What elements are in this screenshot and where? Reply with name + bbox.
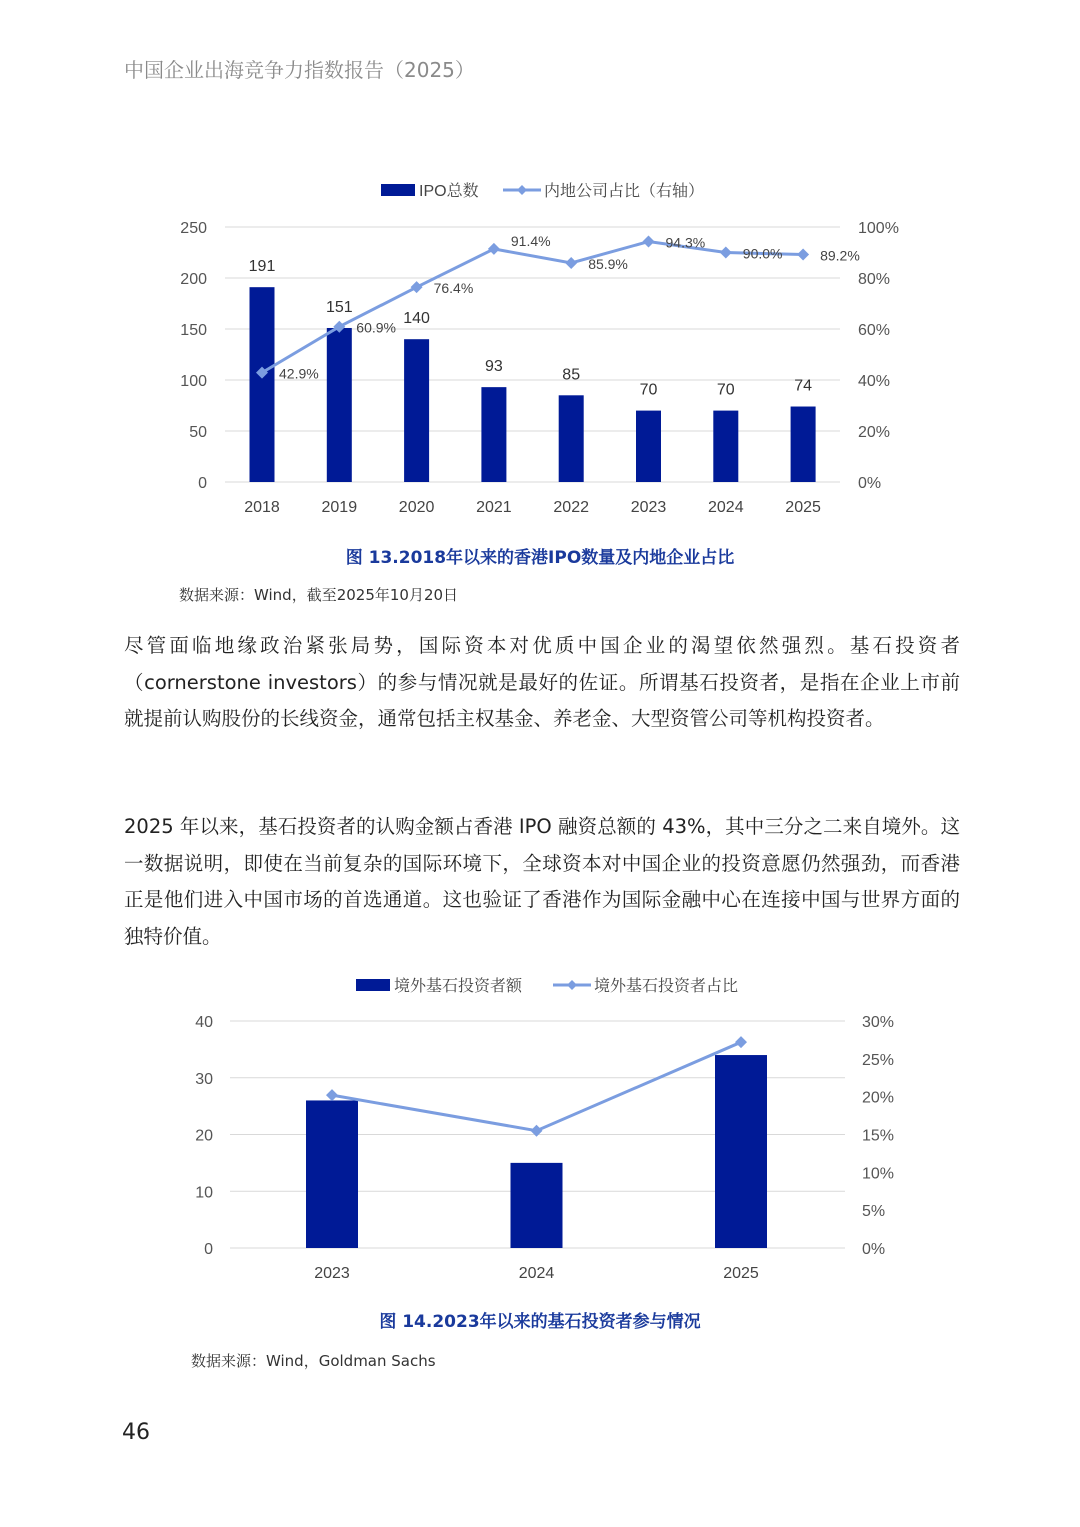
line-marker <box>720 247 732 259</box>
bar <box>250 287 275 482</box>
legend-bar-label: IPO总数 <box>419 183 479 200</box>
bar <box>327 328 352 482</box>
y2-tick-label: 80% <box>858 271 891 288</box>
y2-tick-label: 5% <box>862 1203 886 1221</box>
line-marker <box>488 243 500 255</box>
y-tick-label: 20 <box>195 1127 213 1145</box>
bar-label: 70 <box>639 381 658 399</box>
line-marker <box>326 1089 338 1101</box>
x-tick-label: 2023 <box>630 499 667 516</box>
chart-hk-ipo <box>0 0 1080 540</box>
y2-tick-label: 20% <box>858 424 891 441</box>
legend-line-marker <box>517 185 527 195</box>
line-label: 85.9% <box>588 255 628 272</box>
legend-line-label: 内地公司占比（右轴） <box>544 183 705 200</box>
bar <box>715 1055 767 1248</box>
line-series <box>332 1042 741 1131</box>
line-marker <box>643 236 655 248</box>
bar <box>481 387 506 482</box>
legend-bar-swatch <box>381 184 415 196</box>
line-marker <box>565 257 577 269</box>
y-tick-label: 30 <box>195 1070 213 1088</box>
figure-14-source: 数据来源：Wind，Goldman Sachs <box>191 1352 436 1370</box>
y-tick-label: 0 <box>198 475 207 492</box>
y2-tick-label: 10% <box>862 1165 895 1183</box>
bar <box>636 411 661 482</box>
x-tick-label: 2018 <box>244 499 280 516</box>
legend-line-label: 境外基石投资者占比 <box>594 978 739 995</box>
x-tick-label: 2024 <box>518 1265 555 1280</box>
x-tick-label: 2025 <box>723 1265 759 1280</box>
bar <box>791 407 816 482</box>
line-label: 42.9% <box>279 365 319 382</box>
paragraph-2: 2025 年以来，基石投资者的认购金额占香港 IPO 融资总额的 43%，其中三分之二来自境外。这一数据说明，即使在当前复杂的国际环境下，全球资本对中国企业的投资意愿仍然强劲，而香港正是他们进入中国市场的首选通道。这也验证了香港作为国际金融中心在连接中国与世界方面的独特价值。 <box>124 815 960 948</box>
y2-tick-label: 40% <box>858 373 891 390</box>
legend-line-marker <box>567 980 577 990</box>
y2-tick-label: 15% <box>862 1127 895 1145</box>
line-label: 89.2% <box>820 247 860 264</box>
bar-label: 191 <box>248 258 276 276</box>
y2-tick-label: 20% <box>862 1089 895 1107</box>
figure-13-caption: 图 13.2018年以来的香港IPO数量及内地企业占比 <box>345 548 735 568</box>
y2-tick-label: 0% <box>862 1241 886 1258</box>
bar <box>559 395 584 482</box>
bar-label: 140 <box>403 310 430 328</box>
legend-bar-swatch <box>356 979 390 991</box>
y2-tick-label: 30% <box>862 1014 895 1031</box>
chart-cornerstone <box>0 960 1080 1280</box>
x-tick-label: 2019 <box>321 499 358 516</box>
line-label: 94.3% <box>665 234 706 251</box>
y-tick-label: 200 <box>180 271 207 288</box>
x-tick-label: 2022 <box>553 499 589 516</box>
y-tick-label: 10 <box>195 1184 213 1202</box>
line-marker <box>735 1036 747 1048</box>
bar-label: 151 <box>325 298 353 316</box>
figure-13-source: 数据来源：Wind，截至2025年10月20日 <box>179 586 459 604</box>
y2-tick-label: 60% <box>858 322 891 339</box>
y2-tick-label: 25% <box>862 1051 895 1069</box>
y-tick-label: 100 <box>180 373 207 390</box>
y2-tick-label: 100% <box>858 220 899 237</box>
x-tick-label: 2025 <box>785 499 821 516</box>
y-tick-label: 0 <box>204 1241 213 1258</box>
bar <box>404 339 429 482</box>
bar-label: 85 <box>562 366 581 384</box>
bar <box>713 411 738 482</box>
figure-14-caption: 图 14.2023年以来的基石投资者参与情况 <box>379 1312 701 1332</box>
line-label: 90.0% <box>742 245 783 262</box>
y2-tick-label: 0% <box>858 475 882 492</box>
line-marker <box>797 249 809 261</box>
line-label: 60.9% <box>356 319 397 336</box>
x-tick-label: 2020 <box>398 499 435 516</box>
page-number: 46 <box>122 1420 150 1445</box>
line-label: 76.4% <box>433 280 474 297</box>
paragraph-1: 尽管面临地缘政治紧张局势，国际资本对优质中国企业的渴望依然强烈。基石投资者（cornerstone investors）的参与情况就是最好的佐证。所谓基石投资者，是指在企业上市前就提前认购股份的长线资金，通常包括主权基金、养老金、大型资管公司等机构投资者。 <box>124 634 960 730</box>
x-tick-label: 2021 <box>476 499 512 516</box>
legend-bar-label: 境外基石投资者额 <box>394 978 523 995</box>
bar-label: 70 <box>716 381 735 399</box>
bar <box>511 1163 563 1248</box>
line-label: 91.4% <box>510 232 551 249</box>
bar-label: 74 <box>794 377 812 395</box>
x-tick-label: 2024 <box>708 499 744 516</box>
x-tick-label: 2023 <box>314 1265 350 1280</box>
y-tick-label: 50 <box>189 424 207 441</box>
running-header: 中国企业出海竞争力指数报告（2025） <box>124 58 475 82</box>
y-tick-label: 150 <box>180 322 207 339</box>
line-marker <box>411 281 423 293</box>
y-tick-label: 250 <box>180 220 207 237</box>
bar <box>306 1100 358 1248</box>
y-tick-label: 40 <box>195 1014 213 1031</box>
bar-label: 93 <box>485 358 503 376</box>
